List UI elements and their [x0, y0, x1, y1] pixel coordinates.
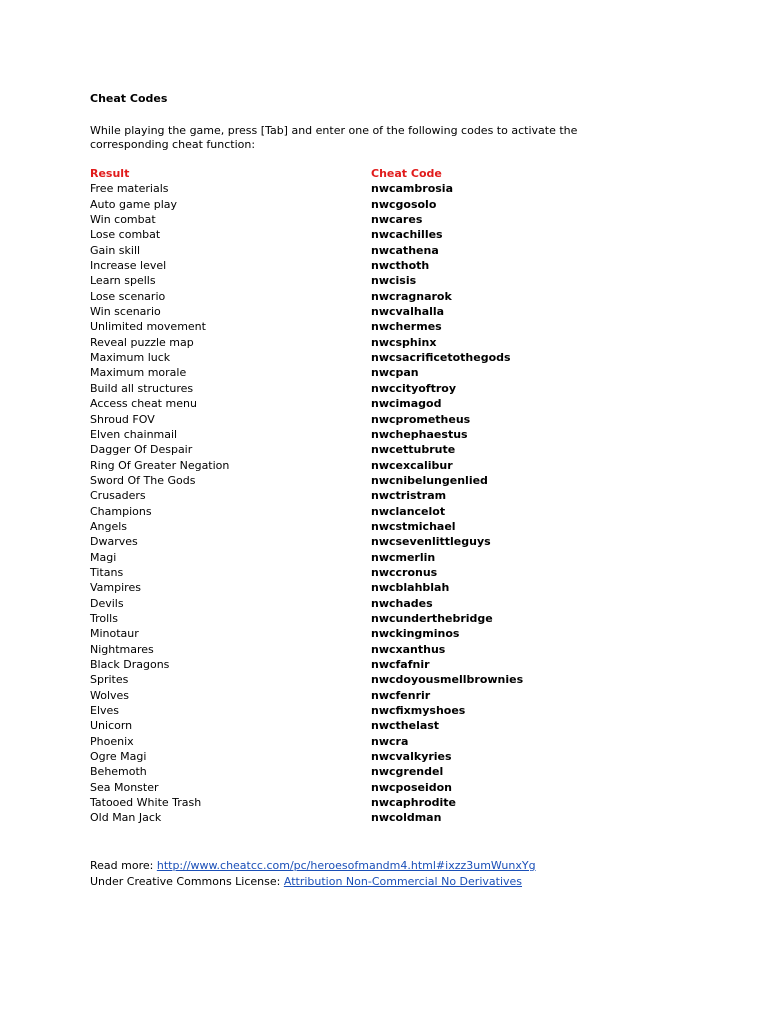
cheat-code-cell: nwcettubrute: [371, 443, 456, 457]
result-cell: Phoenix: [90, 734, 134, 748]
result-cell: Lose scenario: [90, 289, 166, 303]
result-cell: Black Dragons: [90, 658, 170, 671]
table-row: [90, 611, 690, 626]
table-row: [90, 534, 690, 549]
result-cell: Unlimited movement: [90, 320, 206, 334]
table-row: [90, 565, 690, 580]
result-cell: Devils: [90, 596, 124, 610]
cheat-code-cell: nwcsevenlittleguys: [371, 535, 491, 549]
result-cell: Crusaders: [90, 489, 146, 503]
table-row: [90, 273, 690, 288]
table-row: [90, 227, 690, 242]
table-row: [90, 672, 690, 687]
header-result: Result: [90, 167, 130, 180]
cheat-code-cell: nwcthelast: [371, 719, 440, 733]
read-more-label: Read more:: [90, 859, 157, 872]
cheat-code-cell: nwckingminos: [371, 627, 460, 641]
cheat-code-cell: nwcpan: [371, 366, 419, 380]
cheat-code-cell: nwcares: [371, 213, 423, 227]
result-cell: Tatooed White Trash: [90, 796, 202, 810]
cheat-code-cell: nwcvalkyries: [371, 750, 452, 764]
cheat-code-cell: nwccityoftroy: [371, 381, 456, 395]
table-row: [90, 258, 690, 273]
table-row: [90, 289, 690, 304]
table-row: [90, 795, 690, 810]
table-row: [90, 350, 690, 365]
table-row: [90, 688, 690, 703]
result-cell: Maximum luck: [90, 351, 171, 365]
cheat-table: [90, 166, 690, 826]
result-cell: Win combat: [90, 213, 156, 227]
result-cell: Increase level: [90, 259, 167, 273]
cheat-code-cell: nwchades: [371, 596, 433, 610]
result-cell: Access cheat menu: [90, 397, 197, 411]
cheat-code-cell: nwcfafnir: [371, 658, 430, 671]
table-row: [90, 319, 690, 334]
table-row: [90, 212, 690, 227]
license-line: [90, 874, 536, 890]
table-row: [90, 550, 690, 565]
result-cell: Behemoth: [90, 765, 147, 779]
result-cell: Trolls: [90, 611, 118, 625]
result-cell: Sword Of The Gods: [90, 473, 196, 487]
result-cell: Gain skill: [90, 243, 141, 257]
table-row: [90, 764, 690, 779]
table-row: [90, 642, 690, 657]
read-more-link[interactable]: http://www.cheatcc.com/pc/heroesofmandm4.html#ixzz3umWunxYg: [156, 859, 536, 872]
cheat-code-cell: nwcnibelungenlied: [371, 473, 488, 487]
cheat-code-cell: nwcexcalibur: [371, 458, 453, 472]
cheat-code-cell: nwcgrendel: [371, 765, 444, 779]
table-row: [90, 780, 690, 795]
table-header: [90, 166, 690, 181]
result-cell: Magi: [90, 550, 117, 564]
result-cell: Old Man Jack: [90, 811, 162, 825]
read-more-line: [90, 858, 536, 874]
license-link[interactable]: Attribution Non-Commercial No Derivatives: [283, 875, 523, 888]
cheat-code-cell: nwchermes: [371, 320, 442, 334]
document-body: [90, 92, 690, 826]
result-cell: Free materials: [90, 182, 169, 196]
result-cell: Win scenario: [90, 305, 161, 319]
result-cell: Elven chainmail: [90, 427, 178, 441]
table-row: [90, 749, 690, 764]
result-cell: Nightmares: [90, 642, 154, 656]
result-cell: Angels: [90, 519, 128, 533]
result-cell: Sprites: [90, 673, 129, 687]
cheat-code-cell: nwcposeidon: [371, 780, 452, 794]
table-row: [90, 580, 690, 595]
cheat-code-cell: nwcxanthus: [371, 642, 446, 656]
table-row: [90, 504, 690, 519]
result-cell: Champions: [90, 504, 152, 518]
result-cell: Maximum morale: [90, 366, 187, 380]
intro-text: While playing the game, press [Tab] and enter one of the following codes to activate the corresponding cheat function:: [90, 124, 578, 151]
cheat-code-cell: nwcambrosia: [371, 182, 453, 196]
cheat-code-cell: nwcachilles: [371, 228, 443, 242]
cheat-code-cell: nwcimagod: [371, 397, 442, 411]
table-row: [90, 473, 690, 488]
result-cell: Vampires: [90, 581, 141, 595]
table-row: [90, 381, 690, 396]
cheat-code-cell: nwccronus: [371, 565, 438, 579]
cheat-code-cell: nwcprometheus: [371, 412, 471, 426]
result-cell: Unicorn: [90, 719, 133, 733]
table-row: [90, 810, 690, 825]
table-row: [90, 197, 690, 212]
table-row: [90, 243, 690, 258]
result-cell: Auto game play: [90, 197, 178, 211]
table-row: [90, 626, 690, 641]
result-cell: Dwarves: [90, 535, 138, 549]
table-row: [90, 519, 690, 534]
result-cell: Elves: [90, 704, 120, 718]
result-cell: Shroud FOV: [90, 412, 155, 426]
page-title: Cheat Codes: [90, 92, 168, 105]
result-cell: Lose combat: [90, 228, 161, 242]
table-row: [90, 335, 690, 350]
cheat-code-cell: nwcathena: [371, 243, 439, 257]
result-cell: Wolves: [90, 688, 130, 702]
table-row: [90, 703, 690, 718]
table-row: [90, 181, 690, 196]
cheat-code-cell: nwcfixmyshoes: [371, 704, 466, 718]
cheat-code-cell: nwcvalhalla: [371, 305, 445, 319]
result-cell: Ogre Magi: [90, 750, 147, 764]
table-row: [90, 412, 690, 427]
footer: [90, 858, 536, 890]
result-cell: Ring Of Greater Negation: [90, 458, 230, 472]
cheat-code-cell: nwcblahblah: [371, 581, 450, 595]
cheat-code-cell: nwcaphrodite: [371, 796, 456, 810]
table-row: [90, 427, 690, 442]
cheat-code-cell: nwcgosolo: [371, 197, 437, 211]
result-cell: Build all structures: [90, 381, 194, 395]
table-row: [90, 458, 690, 473]
cheat-code-cell: nwctristram: [371, 489, 447, 503]
cheat-code-cell: nwcisis: [371, 274, 417, 288]
cheat-code-cell: nwcfenrir: [371, 688, 431, 702]
result-cell: Titans: [90, 565, 124, 579]
table-row: [90, 365, 690, 380]
cheat-code-cell: nwcoldman: [371, 811, 442, 825]
cheat-code-cell: nwcsphinx: [371, 335, 437, 349]
cheat-code-cell: nwcmerlin: [371, 550, 436, 564]
cheat-code-cell: nwcra: [371, 734, 409, 748]
cheat-code-cell: nwcdoyousmellbrownies: [371, 673, 524, 687]
cheat-code-cell: nwcragnarok: [371, 289, 452, 303]
table-row: [90, 442, 690, 457]
table-row: [90, 657, 690, 672]
result-cell: Dagger Of Despair: [90, 443, 193, 457]
table-row: [90, 596, 690, 611]
result-cell: Sea Monster: [90, 780, 159, 794]
result-cell: Learn spells: [90, 274, 156, 288]
cheat-code-cell: nwchephaestus: [371, 427, 468, 441]
table-row: [90, 718, 690, 733]
cheat-code-cell: nwcunderthebridge: [371, 611, 493, 625]
table-row: [90, 304, 690, 319]
result-cell: Reveal puzzle map: [90, 335, 194, 349]
table-row: [90, 488, 690, 503]
table-rows: [90, 181, 690, 825]
cheat-code-cell: nwcsacrificetothegods: [371, 351, 511, 365]
license-label: Under Creative Commons License:: [90, 875, 284, 888]
cheat-code-cell: nwcstmichael: [371, 519, 456, 533]
table-row: [90, 734, 690, 749]
cheat-code-cell: nwclancelot: [371, 504, 446, 518]
result-cell: Minotaur: [90, 627, 139, 641]
cheat-code-cell: nwcthoth: [371, 259, 430, 273]
table-row: [90, 396, 690, 411]
header-cheat-code: Cheat Code: [371, 167, 442, 180]
